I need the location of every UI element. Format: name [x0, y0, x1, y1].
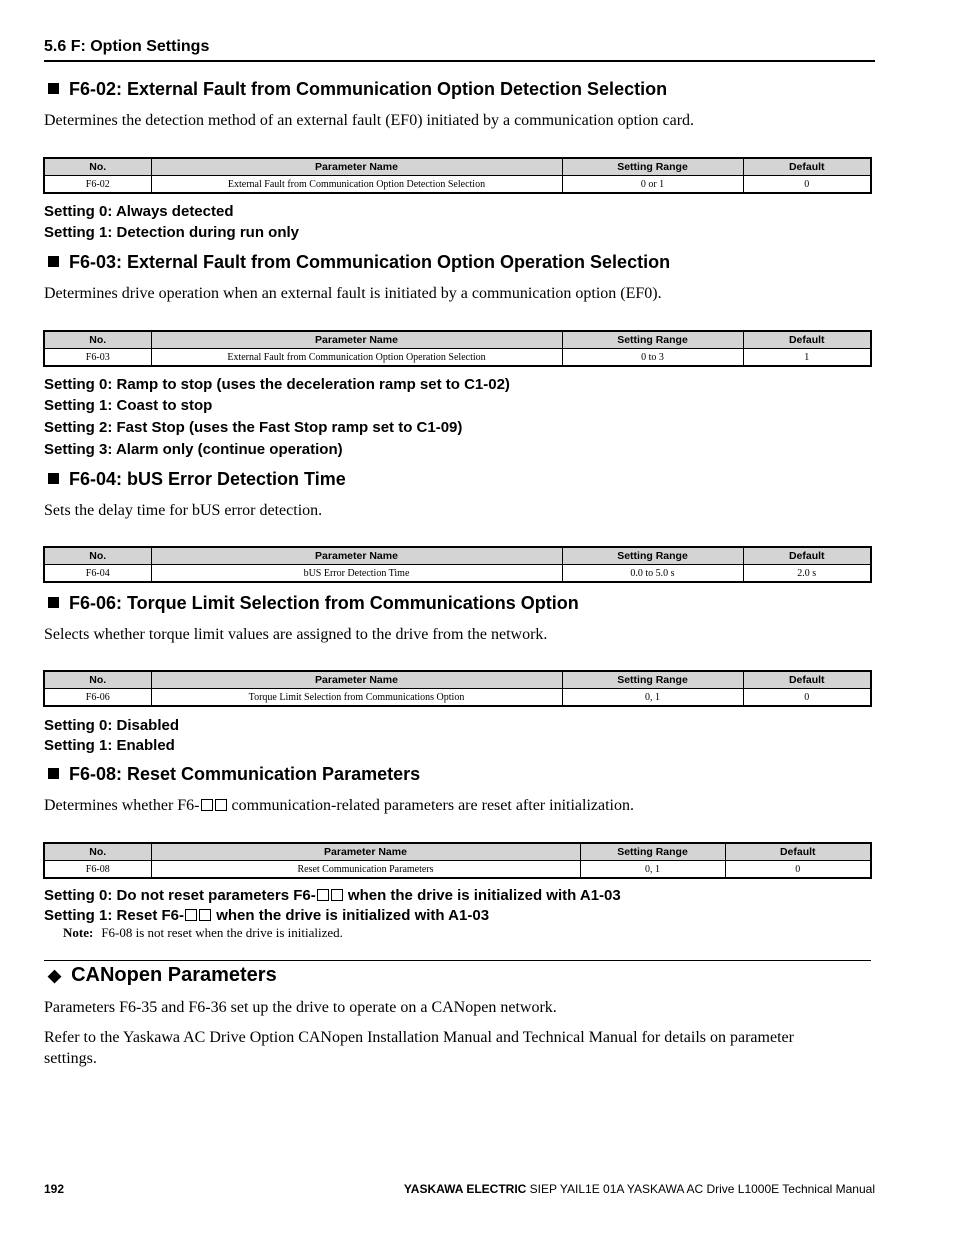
diamond-bullet-icon: ◆ — [48, 966, 62, 985]
col-header-default: Default — [743, 331, 871, 349]
col-header-range: Setting Range — [562, 331, 743, 349]
parameter-table-f6-04 — [43, 546, 872, 583]
page-number: 192 — [44, 1182, 65, 1196]
square-bullet-icon — [48, 256, 59, 267]
section-rule — [44, 960, 871, 961]
footer-brand: YASKAWA ELECTRIC — [403, 1182, 527, 1196]
placeholder-box-icon — [199, 909, 211, 921]
setting-item: Setting 1: Reset F6- when the drive is initialized with A1-03 — [44, 907, 490, 924]
description-f6-03: Determines drive operation when an external fault is initiated by a communication option (EF0). — [44, 285, 662, 302]
note-label: Note: — [63, 925, 94, 940]
header-rule — [44, 60, 875, 62]
col-header-name: Parameter Name — [151, 331, 562, 349]
setting-item: Setting 0: Ramp to stop (uses the deceleration ramp set to C1-02) — [44, 376, 510, 393]
heading-f6-02: F6-02: External Fault from Communication Option Detection Selection — [48, 79, 667, 100]
canopen-paragraph-2-line-2: settings. — [44, 1050, 97, 1067]
heading-canopen: ◆ CANopen Parameters — [48, 964, 277, 986]
section-header: 5.6 F: Option Settings — [44, 38, 210, 55]
heading-f6-03: F6-03: External Fault from Communication Option Operation Selection — [48, 252, 670, 273]
param-name: External Fault from Communication Option Detection Selection — [151, 176, 562, 194]
param-name: Reset Communication Parameters — [151, 861, 580, 879]
square-bullet-icon — [48, 768, 59, 779]
col-header-range: Setting Range — [562, 547, 743, 565]
col-header-range: Setting Range — [562, 158, 743, 176]
placeholder-box-icon — [215, 799, 227, 811]
col-header-default: Default — [743, 671, 871, 689]
parameter-table-f6-03 — [43, 330, 872, 367]
param-default: 0 — [725, 861, 871, 879]
col-header-no: No. — [44, 331, 151, 349]
col-header-default: Default — [725, 843, 871, 861]
param-range: 0 or 1 — [562, 176, 743, 194]
setting-item: Setting 0: Always detected — [44, 203, 234, 220]
setting-item: Setting 1: Detection during run only — [44, 224, 299, 241]
footer-doc-title — [404, 1182, 875, 1196]
description-f6-08: Determines whether F6- communication-related parameters are reset after initialization. — [44, 797, 634, 814]
param-name: bUS Error Detection Time — [151, 565, 562, 583]
col-header-name: Parameter Name — [151, 547, 562, 565]
param-range: 0, 1 — [580, 861, 725, 879]
setting-item: Setting 0: Do not reset parameters F6- when the drive is initialized with A1-03 — [44, 887, 621, 904]
note-text: F6-08 is not reset when the drive is initialized. — [101, 925, 343, 940]
heading-f6-08: F6-08: Reset Communication Parameters — [48, 764, 420, 785]
col-header-name: Parameter Name — [151, 671, 562, 689]
parameter-table-f6-02 — [43, 157, 872, 194]
square-bullet-icon — [48, 83, 59, 94]
table-row — [44, 565, 871, 583]
param-no: F6-03 — [44, 349, 151, 367]
placeholder-box-icon — [317, 889, 329, 901]
square-bullet-icon — [48, 473, 59, 484]
param-no: F6-04 — [44, 565, 151, 583]
canopen-paragraph-1: Parameters F6-35 and F6-36 set up the drive to operate on a CANopen network. — [44, 999, 557, 1016]
table-row — [44, 689, 871, 707]
param-range: 0.0 to 5.0 s — [562, 565, 743, 583]
footer-doc: SIEP YAIL1E 01A YASKAWA AC Drive L1000E Technical Manual — [526, 1182, 875, 1196]
description-f6-04: Sets the delay time for bUS error detection. — [44, 502, 323, 519]
table-row — [44, 176, 871, 194]
col-header-default: Default — [743, 547, 871, 565]
setting-item: Setting 0: Disabled — [44, 717, 180, 734]
setting-item: Setting 3: Alarm only (continue operation) — [44, 441, 343, 458]
col-header-name: Parameter Name — [151, 158, 562, 176]
description-f6-02: Determines the detection method of an external fault (EF0) initiated by a communication option card. — [44, 112, 695, 129]
setting-item: Setting 2: Fast Stop (uses the Fast Stop ramp set to C1-09) — [44, 419, 463, 436]
param-no: F6-08 — [44, 861, 151, 879]
heading-f6-06: F6-06: Torque Limit Selection from Communications Option — [48, 593, 579, 614]
placeholder-box-icon — [201, 799, 213, 811]
param-range: 0 to 3 — [562, 349, 743, 367]
parameter-table-f6-08 — [43, 842, 872, 879]
setting-item: Setting 1: Coast to stop — [44, 397, 213, 414]
param-no: F6-02 — [44, 176, 151, 194]
heading-f6-04: F6-04: bUS Error Detection Time — [48, 469, 346, 490]
col-header-no: No. — [44, 158, 151, 176]
table-row — [44, 861, 871, 879]
placeholder-box-icon — [331, 889, 343, 901]
param-no: F6-06 — [44, 689, 151, 707]
col-header-range: Setting Range — [562, 671, 743, 689]
param-default: 2.0 s — [743, 565, 871, 583]
table-row — [44, 349, 871, 367]
col-header-default: Default — [743, 158, 871, 176]
square-bullet-icon — [48, 597, 59, 608]
setting-item: Setting 1: Enabled — [44, 737, 175, 754]
col-header-no: No. — [44, 671, 151, 689]
parameter-table-f6-06 — [43, 670, 872, 707]
param-default: 0 — [743, 689, 871, 707]
note — [63, 925, 343, 941]
param-name: External Fault from Communication Option Operation Selection — [151, 349, 562, 367]
placeholder-box-icon — [185, 909, 197, 921]
col-header-range: Setting Range — [580, 843, 725, 861]
param-default: 0 — [743, 176, 871, 194]
param-name: Torque Limit Selection from Communications Option — [151, 689, 562, 707]
canopen-paragraph-2-line-1: Refer to the Yaskawa AC Drive Option CANopen Installation Manual and Technical Manual for details on parameter — [44, 1029, 794, 1046]
col-header-name: Parameter Name — [151, 843, 580, 861]
param-range: 0, 1 — [562, 689, 743, 707]
col-header-no: No. — [44, 843, 151, 861]
param-default: 1 — [743, 349, 871, 367]
col-header-no: No. — [44, 547, 151, 565]
description-f6-06: Selects whether torque limit values are assigned to the drive from the network. — [44, 626, 548, 643]
